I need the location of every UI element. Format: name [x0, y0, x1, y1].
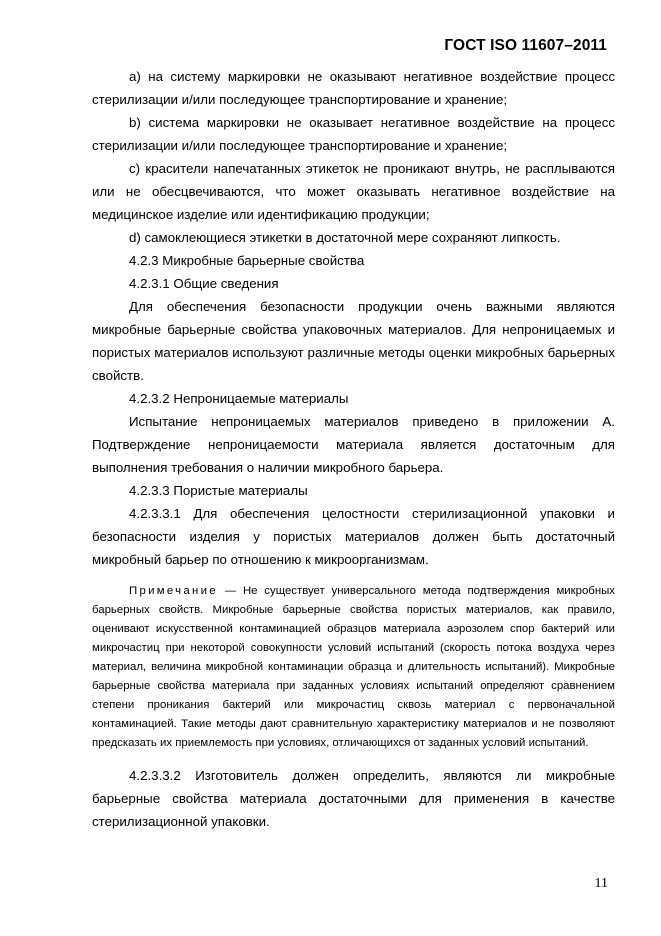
section-heading-4-2-3-3: 4.2.3.3 Пористые материалы	[129, 483, 308, 498]
section-heading-4-2-3: 4.2.3 Микробные барьерные свойства	[129, 253, 365, 268]
general-paragraph: Для обеспечения безопасности продукции очень важными являются микробные барьерные свойства упаковочных материалов. Для непроницаемых и пористых материалов используют различные методы оценки микробных барьерных свойств.	[92, 299, 615, 383]
section-heading-4-2-3-2: 4.2.3.2 Непроницаемые материалы	[129, 391, 349, 406]
clause-4-2-3-3-1: 4.2.3.3.1 Для обеспечения целостности стерилизационной упаковки и безопасности изделия у пористых материалов должен быть достаточный микробный барьер по отношению к микроорганизмам.	[92, 506, 615, 567]
list-item-b: b) система маркировки не оказывает негативное воздействие на процесс стерилизации и/или последующее транспортирование и хранение;	[92, 115, 615, 153]
note-label: Примечание	[129, 585, 218, 597]
impermeable-paragraph: Испытание непроницаемых материалов приведено в приложении А. Подтверждение непроницаемости материала является достаточным для выполнения требования о наличии микробного барьера.	[92, 414, 615, 475]
page-number: 11	[594, 876, 608, 891]
note-block	[92, 582, 615, 753]
clause-4-2-3-3-2: 4.2.3.3.2 Изготовитель должен определить, являются ли микробные барьерные свойства материала достаточными для применения в качестве стерилизационной упаковки.	[92, 768, 615, 829]
list-item-d: d) самоклеющиеся этикетки в достаточной мере сохраняют липкость.	[129, 230, 561, 245]
section-heading-4-2-3-1: 4.2.3.1 Общие сведения	[129, 276, 279, 291]
document-header: ГОСТ ISO 11607–2011	[444, 37, 607, 54]
list-item-c: с) красители напечатанных этикеток не проникают внутрь, не расплываются или не обесцвечиваются, что может оказывать негативное воздействие на медицинское изделие или идентификацию продукции;	[92, 161, 615, 222]
list-item-a: а) на систему маркировки не оказывают негативное воздействие процесс стерилизации и/или последующее транспортирование и хранение;	[92, 69, 615, 107]
document-body	[92, 65, 615, 833]
note-text: — Не существует универсального метода подтверждения микробных барьерных свойств. Микробные барьерные свойства пористых материалов, как правило, оценивают искусственной контаминацией образцов материала аэрозолем спор бактерий или микрочастиц при некоторой совокупности условий испытаний (скорость потока воздуха через материал, величина микробной контаминации образца и длительность испытаний). Микробные барьерные свойства материала при заданных условиях испытаний определяют сравнением степени проникания бактерий или микрочастиц сквозь материал с первоначальной контаминацией. Такие методы дают сравнительную характеристику материалов и не позволяют предсказать их приемлемость при условиях, отличающихся от заданных условий испытаний.	[92, 585, 615, 749]
